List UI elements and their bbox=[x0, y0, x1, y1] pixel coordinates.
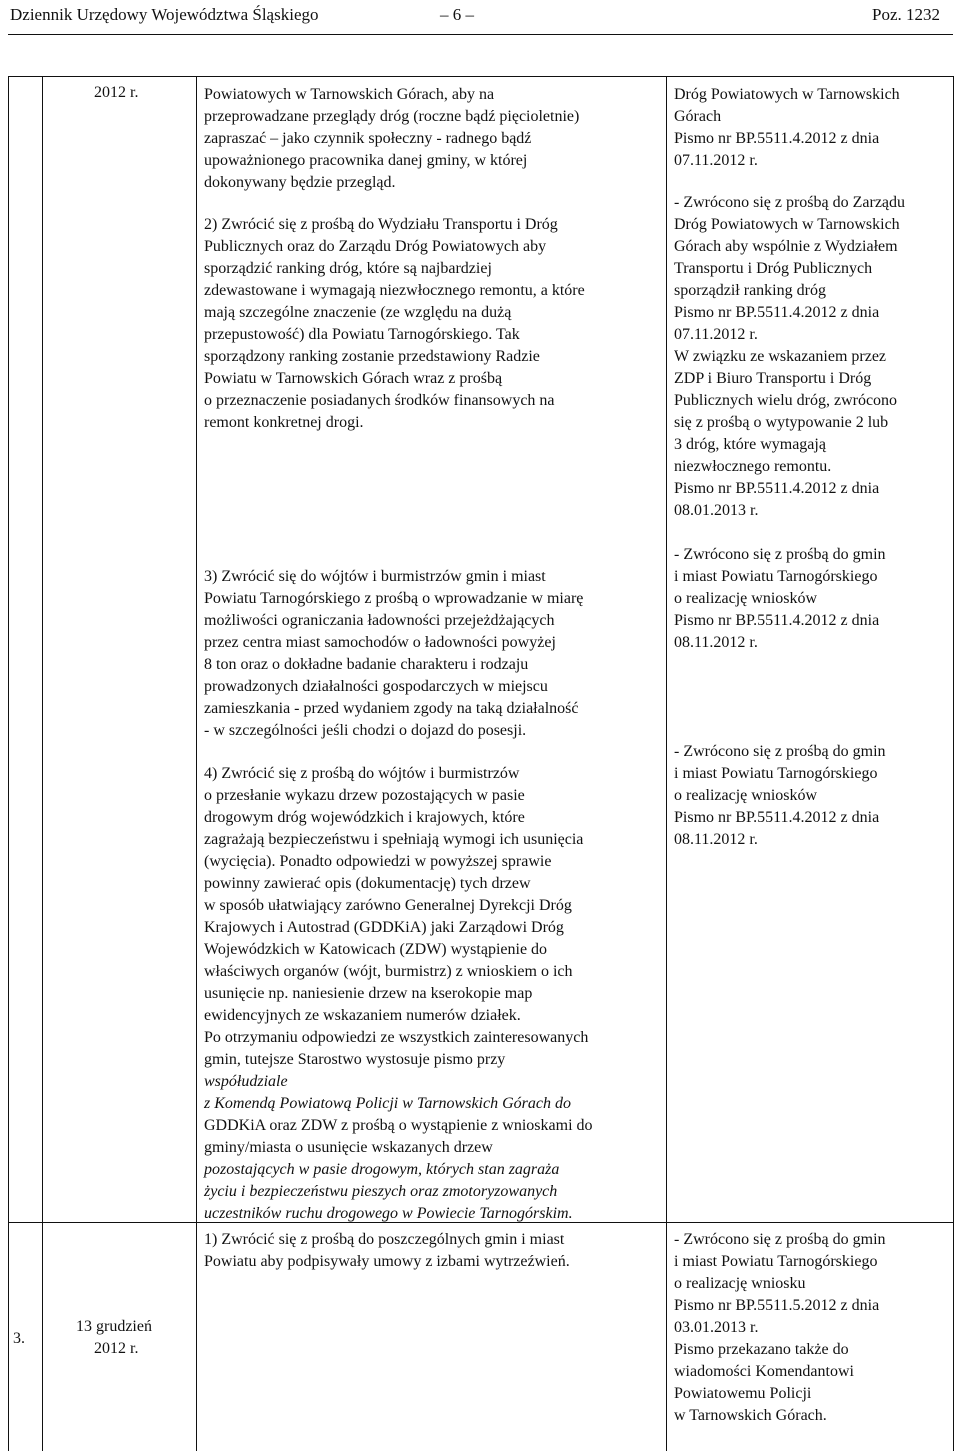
text-line: niezwłocznego remontu. bbox=[674, 458, 832, 475]
text-line: GDDKiA oraz ZDW z prośbą o wystąpienie z wnioskami do bbox=[204, 1117, 593, 1134]
text-line: 8 ton oraz o dokładne badanie charakteru i rodzaju bbox=[204, 656, 529, 673]
text-line: Pismo nr BP.5511.5.2012 z dnia bbox=[674, 1297, 880, 1314]
text-line: 07.11.2012 r. bbox=[674, 152, 758, 169]
text-line: Górach bbox=[674, 108, 722, 125]
text-line: - Zwrócono się z prośbą do gmin bbox=[674, 743, 886, 760]
text-line: gminy/miasta o usunięcie wskazanych drzew bbox=[204, 1139, 493, 1156]
text-line: Krajowych i Autostrad (GDDKiA) jaki Zarządowi Dróg bbox=[204, 919, 564, 936]
text-line: powinny zawierać opis (dokumentację) tych drzew bbox=[204, 875, 531, 892]
text-line: Pismo nr BP.5511.4.2012 z dnia bbox=[674, 130, 880, 147]
text-line: 1) Zwrócić się z prośbą do poszczególnych gmin i miast bbox=[204, 1231, 565, 1248]
text-line: Pismo nr BP.5511.4.2012 z dnia bbox=[674, 612, 880, 629]
table-top-border bbox=[8, 76, 953, 77]
text-line: Powiatowemu Policji bbox=[674, 1385, 812, 1402]
text-line: sporządzony ranking zostanie przedstawiony Radzie bbox=[204, 348, 540, 365]
text-line: w sposób ułatwiający zarówno Generalnej Dyrekcji Dróg bbox=[204, 897, 572, 914]
text-line: - Zwrócono się z prośbą do gmin bbox=[674, 1231, 886, 1248]
row-date-line-2: 2012 r. bbox=[94, 1340, 139, 1357]
text-line: sporządził ranking dróg bbox=[674, 282, 826, 299]
text-line: wiadomości Komendantowi bbox=[674, 1363, 854, 1380]
text-line-italic: uczestników ruchu drogowego w Powiecie Tarnogórskim. bbox=[204, 1205, 573, 1222]
table-divider-1 bbox=[42, 76, 43, 1451]
text-line: zapraszać – jako czynnik społeczny - radnego bądź bbox=[204, 130, 532, 147]
text-line-italic: współudziale bbox=[204, 1073, 288, 1090]
text-line: Powiatu w Tarnowskich Górach wraz z prośbą bbox=[204, 370, 503, 387]
text-line: ZDP i Biuro Transportu i Dróg bbox=[674, 370, 872, 387]
table-divider-2 bbox=[196, 76, 197, 1451]
text-line: Pismo nr BP.5511.4.2012 z dnia bbox=[674, 480, 880, 497]
text-line: możliwości ograniczania ładowności przejeżdżających bbox=[204, 612, 555, 629]
text-line: w Tarnowskich Górach. bbox=[674, 1407, 827, 1424]
text-line: Dróg Powiatowych w Tarnowskich bbox=[674, 86, 900, 103]
text-line: o przesłanie wykazu drzew pozostających w pasie bbox=[204, 787, 525, 804]
text-line: Pismo nr BP.5511.4.2012 z dnia bbox=[674, 304, 880, 321]
text-line: i miast Powiatu Tarnogórskiego bbox=[674, 568, 878, 585]
text-line-italic: z Komendą Powiatową Policji w Tarnowskich Górach do bbox=[204, 1095, 571, 1112]
row-date: 2012 r. bbox=[94, 84, 139, 101]
text-line: Powiatu Tarnogórskiego z prośbą o wprowadzanie w miarę bbox=[204, 590, 584, 607]
text-line: przeprowadzane przeglądy dróg (roczne bądź pięcioletnie) bbox=[204, 108, 580, 125]
text-line: dokonywany będzie przegląd. bbox=[204, 174, 396, 191]
text-line: mają szczególne znaczenie (ze względu na dużą bbox=[204, 304, 512, 321]
text-line: (wycięcia). Ponadto odpowiedzi w powyższej sprawie bbox=[204, 853, 552, 870]
text-line: sporządzić ranking dróg, które są najbardziej bbox=[204, 260, 492, 277]
text-line: usunięcie np. naniesienie drzew na kserokopie map bbox=[204, 985, 533, 1002]
text-line: 07.11.2012 r. bbox=[674, 326, 758, 343]
text-line: przepustowość) dla Powiatu Tarnogórskiego. Tak bbox=[204, 326, 520, 343]
text-line: 3 dróg, które wymagają bbox=[674, 436, 826, 453]
text-line: Pismo nr BP.5511.4.2012 z dnia bbox=[674, 809, 880, 826]
text-line: właściwych organów (wójt, burmistrz) z wnioskiem o ich bbox=[204, 963, 573, 980]
text-line: - w szczególności jeśli chodzi o dojazd do posesji. bbox=[204, 722, 527, 739]
text-line: 2) Zwrócić się z prośbą do Wydziału Transportu i Dróg bbox=[204, 216, 558, 233]
text-line: 4) Zwrócić się z prośbą do wójtów i burmistrzów bbox=[204, 765, 520, 782]
text-line: - Zwrócono się z prośbą do Zarządu bbox=[674, 194, 906, 211]
header-position-number: Poz. 1232 bbox=[872, 5, 940, 24]
text-line-italic: życiu i bezpieczeństwu pieszych oraz zmotoryzowanych bbox=[204, 1183, 558, 1200]
text-line: ewidencyjnych ze wskazaniem numerów działek. bbox=[204, 1007, 521, 1024]
text-line: 08.11.2012 r. bbox=[674, 831, 758, 848]
text-line: przez centra miast samochodów o ładowności powyżej bbox=[204, 634, 556, 651]
table-divider-3 bbox=[666, 76, 667, 1451]
text-line-italic: pozostających w pasie drogowym, których stan zagraża bbox=[204, 1161, 560, 1178]
text-line: drogowym dróg wojewódzkich i krajowych, które bbox=[204, 809, 525, 826]
text-line: Publicznych wielu dróg, zwrócono bbox=[674, 392, 898, 409]
text-line: prowadzonych działalności gospodarczych w miejscu bbox=[204, 678, 548, 695]
text-line: zdewastowane i wymagają niezwłocznego remontu, a które bbox=[204, 282, 585, 299]
text-line: i miast Powiatu Tarnogórskiego bbox=[674, 1253, 878, 1270]
header-rule bbox=[8, 34, 953, 35]
text-line: o realizację wniosków bbox=[674, 787, 818, 804]
text-line: zamieszkania - przed wydaniem zgody na taką działalność bbox=[204, 700, 579, 717]
text-line: i miast Powiatu Tarnogórskiego bbox=[674, 765, 878, 782]
text-line: 03.01.2013 r. bbox=[674, 1319, 759, 1336]
row-number: 3. bbox=[13, 1330, 25, 1347]
text-line: Powiatu aby podpisywały umowy z izbami wytrzeźwień. bbox=[204, 1253, 570, 1270]
text-line: o realizację wniosku bbox=[674, 1275, 806, 1292]
text-line: Dróg Powiatowych w Tarnowskich bbox=[674, 216, 900, 233]
text-line: o przeznaczenie posiadanych środków finansowych na bbox=[204, 392, 555, 409]
text-line: Wojewódzkich w Katowicach (ZDW) wystąpienie do bbox=[204, 941, 548, 958]
text-line: - Zwrócono się z prośbą do gmin bbox=[674, 546, 886, 563]
table-border-right bbox=[953, 76, 954, 1451]
table-border-left bbox=[8, 76, 9, 1451]
text-line: Pismo przekazano także do bbox=[674, 1341, 849, 1358]
text-line: 3) Zwrócić się do wójtów i burmistrzów gmin i miast bbox=[204, 568, 546, 585]
text-line: Transportu i Dróg Publicznych bbox=[674, 260, 873, 277]
text-line: Po otrzymaniu odpowiedzi ze wszystkich zainteresowanych bbox=[204, 1029, 589, 1046]
text-line: o realizację wniosków bbox=[674, 590, 818, 607]
text-line: się z prośbą o wytypowanie 2 lub bbox=[674, 414, 889, 431]
text-line: remont konkretnej drogi. bbox=[204, 414, 364, 431]
text-line: W związku ze wskazaniem przez bbox=[674, 348, 887, 365]
text-line: 08.11.2012 r. bbox=[674, 634, 758, 651]
text-line: zagrażają bezpieczeństwu i spełniają wymogi ich usunięcia bbox=[204, 831, 584, 848]
text-line: gmin, tutejsze Starostwo wystosuje pismo przy bbox=[204, 1051, 506, 1068]
text-line: Górach aby wspólnie z Wydziałem bbox=[674, 238, 898, 255]
header-journal-title: Dziennik Urzędowy Województwa Śląskiego bbox=[10, 5, 319, 24]
text-line: Publicznych oraz do Zarządu Dróg Powiatowych aby bbox=[204, 238, 547, 255]
header-page-number: – 6 – bbox=[440, 5, 474, 24]
text-line: upoważnionego pracownika danej gminy, w której bbox=[204, 152, 528, 169]
text-line: 08.01.2013 r. bbox=[674, 502, 759, 519]
text-line: Powiatowych w Tarnowskich Górach, aby na bbox=[204, 86, 495, 103]
row-date-line-1: 13 grudzień bbox=[76, 1318, 152, 1335]
